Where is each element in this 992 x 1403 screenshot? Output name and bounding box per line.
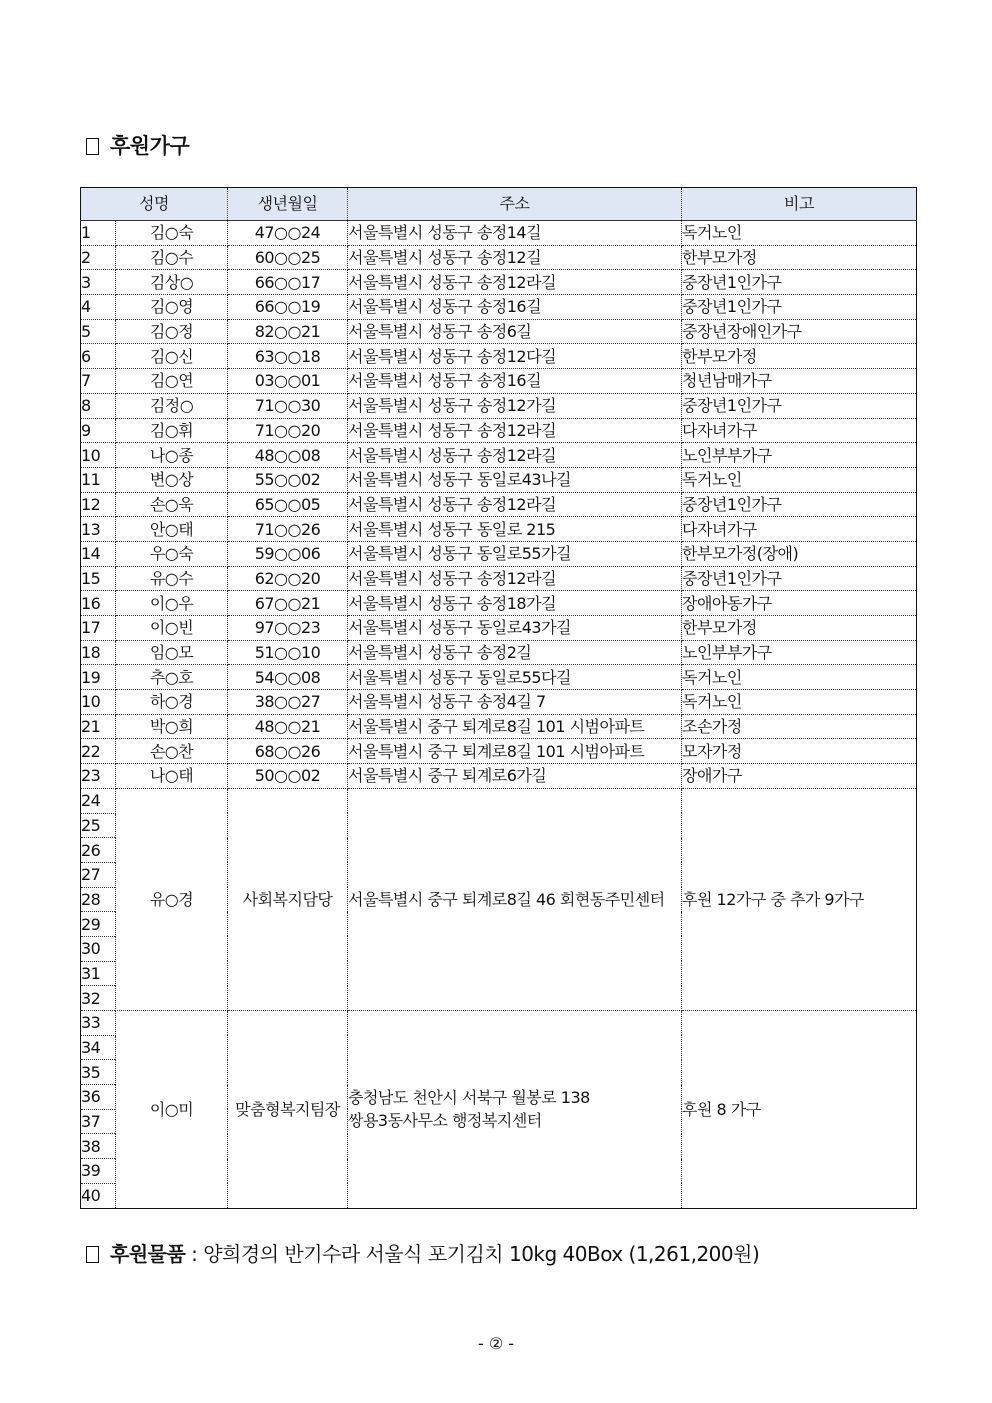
row-birth: 48○○21 — [228, 714, 348, 739]
row-name: 김정○ — [116, 393, 228, 418]
footer-line — [86, 1238, 759, 1267]
table-row — [81, 640, 917, 665]
row-address: 서울특별시 성동구 송정4길 7 — [348, 690, 682, 715]
household-table — [80, 187, 917, 1209]
table-row — [81, 443, 917, 468]
table-row — [81, 714, 917, 739]
header-name: 성명 — [81, 188, 228, 221]
row-birth: 03○○01 — [228, 369, 348, 394]
row-number: 9 — [81, 418, 116, 443]
row-name: 이○빈 — [116, 616, 228, 641]
row-number: 3 — [81, 270, 116, 295]
row-number: 25 — [81, 813, 116, 838]
group-title: 맞춤형복지팀장 — [228, 1011, 348, 1209]
row-note: 독거노인 — [682, 690, 917, 715]
row-name: 추○호 — [116, 665, 228, 690]
row-number: 21 — [81, 714, 116, 739]
row-note: 중장년1인가구 — [682, 566, 917, 591]
row-note: 청년남매가구 — [682, 369, 917, 394]
row-birth: 50○○02 — [228, 764, 348, 789]
footer-label: 후원물품 — [110, 1242, 186, 1266]
page-number: - ② - — [477, 1334, 515, 1353]
row-address: 서울특별시 성동구 송정2길 — [348, 640, 682, 665]
row-number: 16 — [81, 591, 116, 616]
row-address: 서울특별시 성동구 동일로43가길 — [348, 616, 682, 641]
section-title-text: 후원가구 — [110, 134, 190, 158]
table-row — [81, 665, 917, 690]
table-row — [81, 319, 917, 344]
row-note: 노인부부가구 — [682, 443, 917, 468]
row-note: 중장년1인가구 — [682, 270, 917, 295]
table-row — [81, 788, 917, 813]
row-address: 서울특별시 성동구 송정6길 — [348, 319, 682, 344]
row-birth: 38○○27 — [228, 690, 348, 715]
row-name: 박○희 — [116, 714, 228, 739]
row-address: 서울특별시 성동구 송정18가길 — [348, 591, 682, 616]
row-address: 서울특별시 성동구 송정12라길 — [348, 418, 682, 443]
table-row — [81, 393, 917, 418]
checkbox-square-icon — [86, 1246, 99, 1263]
checkbox-square-icon — [86, 138, 99, 155]
row-number: 18 — [81, 640, 116, 665]
row-address: 서울특별시 성동구 송정12라길 — [348, 270, 682, 295]
row-number: 19 — [81, 665, 116, 690]
row-note: 독거노인 — [682, 221, 917, 246]
table-row — [81, 1011, 917, 1036]
row-number: 2 — [81, 245, 116, 270]
row-address: 서울특별시 중구 퇴계로6가길 — [348, 764, 682, 789]
row-birth: 65○○05 — [228, 492, 348, 517]
row-name: 김○신 — [116, 344, 228, 369]
row-number: 35 — [81, 1060, 116, 1085]
table-row — [81, 492, 917, 517]
row-name: 김○숙 — [116, 221, 228, 246]
row-birth: 71○○26 — [228, 517, 348, 542]
row-note: 장애가구 — [682, 764, 917, 789]
table-row — [81, 245, 917, 270]
row-birth: 71○○20 — [228, 418, 348, 443]
row-note: 독거노인 — [682, 467, 917, 492]
row-number: 10 — [81, 443, 116, 468]
group-note: 후원 8 가구 — [682, 1011, 917, 1209]
row-address: 서울특별시 성동구 동일로 215 — [348, 517, 682, 542]
row-name: 김○영 — [116, 295, 228, 320]
row-number: 17 — [81, 616, 116, 641]
table-row — [81, 764, 917, 789]
row-note: 한부모가정 — [682, 616, 917, 641]
row-birth: 66○○19 — [228, 295, 348, 320]
row-number: 15 — [81, 566, 116, 591]
row-birth: 82○○21 — [228, 319, 348, 344]
row-birth: 67○○21 — [228, 591, 348, 616]
row-number: 10 — [81, 690, 116, 715]
row-address: 서울특별시 성동구 송정12라길 — [348, 566, 682, 591]
row-name: 나○태 — [116, 764, 228, 789]
row-number: 34 — [81, 1035, 116, 1060]
row-number: 8 — [81, 393, 116, 418]
row-number: 38 — [81, 1134, 116, 1159]
row-number: 36 — [81, 1085, 116, 1110]
row-name: 나○종 — [116, 443, 228, 468]
row-note: 중장년1인가구 — [682, 492, 917, 517]
group-name: 유○경 — [116, 788, 228, 1010]
row-address: 서울특별시 성동구 송정12가길 — [348, 393, 682, 418]
row-note: 독거노인 — [682, 665, 917, 690]
row-number: 30 — [81, 936, 116, 961]
table-row — [81, 418, 917, 443]
row-address: 서울특별시 성동구 송정12다길 — [348, 344, 682, 369]
row-number: 28 — [81, 887, 116, 912]
group-title: 사회복지담당 — [228, 788, 348, 1010]
row-number: 5 — [81, 319, 116, 344]
row-birth: 48○○08 — [228, 443, 348, 468]
row-number: 29 — [81, 912, 116, 937]
table-row — [81, 295, 917, 320]
row-name: 손○욱 — [116, 492, 228, 517]
table-row — [81, 566, 917, 591]
row-address: 서울특별시 성동구 송정14길 — [348, 221, 682, 246]
row-note: 다자녀가구 — [682, 418, 917, 443]
table-row — [81, 369, 917, 394]
table-row — [81, 344, 917, 369]
row-number: 22 — [81, 739, 116, 764]
row-number: 14 — [81, 541, 116, 566]
row-birth: 71○○30 — [228, 393, 348, 418]
row-note: 조손가정 — [682, 714, 917, 739]
group-address-line: 쌍용3동사무소 행정복지센터 — [348, 1111, 542, 1131]
row-address: 서울특별시 성동구 동일로55가길 — [348, 541, 682, 566]
table-row — [81, 517, 917, 542]
group-address — [348, 1011, 682, 1209]
row-birth: 54○○08 — [228, 665, 348, 690]
row-number: 26 — [81, 838, 116, 863]
row-number: 31 — [81, 961, 116, 986]
table-row — [81, 467, 917, 492]
row-birth: 51○○10 — [228, 640, 348, 665]
table-header-row — [81, 188, 917, 221]
row-number: 7 — [81, 369, 116, 394]
row-note: 중장년1인가구 — [682, 393, 917, 418]
group-name: 이○미 — [116, 1011, 228, 1209]
group-address-line: 서울특별시 중구 퇴계로8길 46 회현동주민센터 — [348, 889, 665, 909]
row-birth: 47○○24 — [228, 221, 348, 246]
row-address: 서울특별시 성동구 동일로43나길 — [348, 467, 682, 492]
row-name: 김○정 — [116, 319, 228, 344]
row-birth: 63○○18 — [228, 344, 348, 369]
row-number: 27 — [81, 862, 116, 887]
row-birth: 60○○25 — [228, 245, 348, 270]
row-number: 6 — [81, 344, 116, 369]
group-address-line: 충청남도 천안시 서북구 월봉로 138 — [348, 1088, 590, 1108]
row-number: 32 — [81, 986, 116, 1011]
table-row — [81, 739, 917, 764]
header-birth: 생년월일 — [228, 188, 348, 221]
row-note: 한부모가정 — [682, 245, 917, 270]
row-number: 37 — [81, 1109, 116, 1134]
row-birth: 68○○26 — [228, 739, 348, 764]
row-note: 노인부부가구 — [682, 640, 917, 665]
table-row — [81, 270, 917, 295]
row-address: 서울특별시 중구 퇴계로8길 101 시범아파트 — [348, 714, 682, 739]
row-name: 이○우 — [116, 591, 228, 616]
table-row — [81, 541, 917, 566]
table-body — [81, 221, 917, 1209]
row-name: 하○경 — [116, 690, 228, 715]
table-row — [81, 616, 917, 641]
row-address: 서울특별시 성동구 송정16길 — [348, 369, 682, 394]
row-birth: 97○○23 — [228, 616, 348, 641]
header-address: 주소 — [348, 188, 682, 221]
row-birth: 62○○20 — [228, 566, 348, 591]
row-birth: 59○○06 — [228, 541, 348, 566]
row-name: 안○태 — [116, 517, 228, 542]
row-note: 중장년1인가구 — [682, 295, 917, 320]
group-note: 후원 12가구 중 추가 9가구 — [682, 788, 917, 1010]
row-note: 장애아동가구 — [682, 591, 917, 616]
table-row — [81, 221, 917, 246]
row-note: 모자가정 — [682, 739, 917, 764]
row-address: 서울특별시 성동구 송정12라길 — [348, 443, 682, 468]
row-name: 김○휘 — [116, 418, 228, 443]
row-birth: 66○○17 — [228, 270, 348, 295]
row-note: 한부모가정 — [682, 344, 917, 369]
row-number: 4 — [81, 295, 116, 320]
row-note: 중장년장애인가구 — [682, 319, 917, 344]
row-address: 서울특별시 성동구 송정16길 — [348, 295, 682, 320]
row-number: 1 — [81, 221, 116, 246]
row-address: 서울특별시 성동구 송정12길 — [348, 245, 682, 270]
row-name: 김상○ — [116, 270, 228, 295]
header-note: 비고 — [682, 188, 917, 221]
row-name: 임○모 — [116, 640, 228, 665]
row-name: 손○찬 — [116, 739, 228, 764]
footer-text: : 양희경의 반기수라 서울식 포기김치 10kg 40Box (1,261,200원) — [185, 1242, 760, 1266]
row-number: 40 — [81, 1183, 116, 1208]
table-row — [81, 690, 917, 715]
row-number: 39 — [81, 1159, 116, 1184]
row-name: 김○수 — [116, 245, 228, 270]
row-number: 33 — [81, 1011, 116, 1036]
row-address: 서울특별시 성동구 송정12라길 — [348, 492, 682, 517]
row-number: 11 — [81, 467, 116, 492]
row-note: 한부모가정(장애) — [682, 541, 917, 566]
row-name: 우○숙 — [116, 541, 228, 566]
row-name: 김○연 — [116, 369, 228, 394]
row-note: 다자녀가구 — [682, 517, 917, 542]
row-address: 서울특별시 중구 퇴계로8길 101 시범아파트 — [348, 739, 682, 764]
row-number: 23 — [81, 764, 116, 789]
row-number: 24 — [81, 788, 116, 813]
table-row — [81, 591, 917, 616]
group-address — [348, 788, 682, 1010]
row-number: 12 — [81, 492, 116, 517]
row-birth: 55○○02 — [228, 467, 348, 492]
section-title — [86, 130, 189, 160]
row-name: 유○수 — [116, 566, 228, 591]
row-name: 변○상 — [116, 467, 228, 492]
row-address: 서울특별시 성동구 동일로55다길 — [348, 665, 682, 690]
row-number: 13 — [81, 517, 116, 542]
